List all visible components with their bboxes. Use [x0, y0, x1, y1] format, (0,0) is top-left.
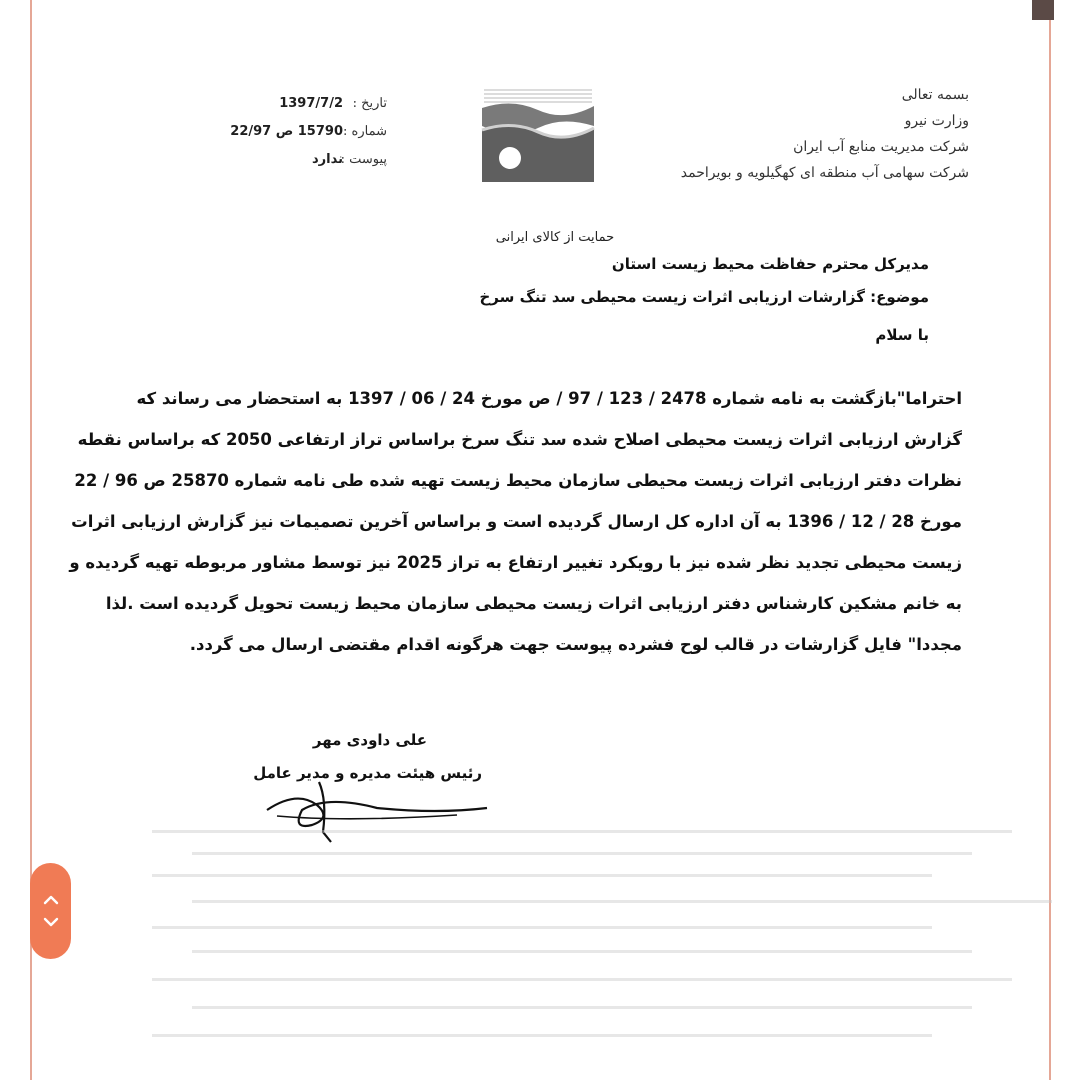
signer-title: رئیس هیئت مدیره و مدیر عامل [253, 764, 482, 782]
faded-line [192, 852, 972, 855]
slogan: حمایت از کالای ایرانی [495, 230, 615, 245]
ministry-name: وزارت نیرو [904, 113, 969, 129]
bismillah: بسمه تعالی [901, 87, 969, 103]
letter-page [32, 0, 1049, 1080]
body-line: مورخ 28 / 12 / 1396 به آن اداره کل ارسال گردیده است و براساس آخرین تصمیمات نیز گزارش ارزیابی اثرات [71, 512, 962, 531]
company-name: شرکت مدیریت منابع آب ایران [793, 139, 969, 155]
body-line: گزارش ارزیابی اثرات زیست محیطی اصلاح شده سد تنگ سرخ براساس تراز ارتفاعی 2050 که براساس نقطه [77, 430, 962, 449]
page-border-right [1049, 0, 1051, 1080]
letter-body [69, 378, 962, 665]
faded-line [152, 1034, 932, 1037]
number-label: شماره : [343, 124, 387, 139]
letter-meta [230, 96, 387, 180]
faded-line [152, 978, 1012, 981]
faded-background-text [152, 830, 1032, 1080]
faded-line [192, 900, 1052, 903]
scroll-control[interactable] [30, 863, 71, 959]
faded-line [192, 1006, 972, 1009]
addressee: مدیرکل محترم حفاظت محیط زیست استان [611, 255, 929, 273]
greeting: با سلام [875, 326, 929, 344]
faded-line [152, 874, 932, 877]
faded-line [152, 926, 932, 929]
signer-name: علی داودی مهر [312, 731, 427, 749]
letterhead [639, 82, 969, 186]
attachment-label: پیوست : [340, 152, 387, 167]
body-line: مجددا" فایل گزارشات در قالب لوح فشرده پیوست جهت هرگونه اقدام مقتضی ارسال می گردد. [189, 635, 962, 654]
faded-line [152, 830, 1012, 833]
regional-company-name: شرکت سهامی آب منطقه ای کهگیلویه و بویراحمد [680, 165, 969, 181]
subject-line: موضوع: گزارشات ارزیابی اثرات زیست محیطی سد تنگ سرخ [479, 288, 929, 306]
body-line: نظرات دفتر ارزیابی اثرات زیست محیطی سازمان محیط زیست تهیه شده طی نامه شماره 25870 ص 96 / 22 [74, 471, 962, 490]
chevron-down-icon[interactable] [41, 915, 61, 929]
attachment-value: ندارد [311, 152, 343, 167]
chevron-up-icon[interactable] [41, 893, 61, 907]
date-value: 1397/7/2 [279, 96, 343, 111]
number-value: 15790 ص 22/97 [230, 124, 343, 139]
water-company-logo [482, 86, 594, 182]
faded-line [192, 950, 972, 953]
body-line: زیست محیطی تجدید نظر شده نیز با رویکرد تغییر ارتفاع به تراز 2025 نیز توسط مشاور مربوطه تهیه گردیده و [69, 553, 962, 572]
body-line: احتراما"بازگشت به نامه شماره 2478 / 123 / 97 / ص مورخ 24 / 06 / 1397 به استحضار می رساند که [136, 389, 962, 408]
body-line: به خانم مشکین کارشناس دفتر ارزیابی اثرات زیست محیطی سازمان محیط زیست تحویل گردیده است .لذا [105, 594, 962, 613]
date-label: تاریخ : [352, 96, 387, 111]
